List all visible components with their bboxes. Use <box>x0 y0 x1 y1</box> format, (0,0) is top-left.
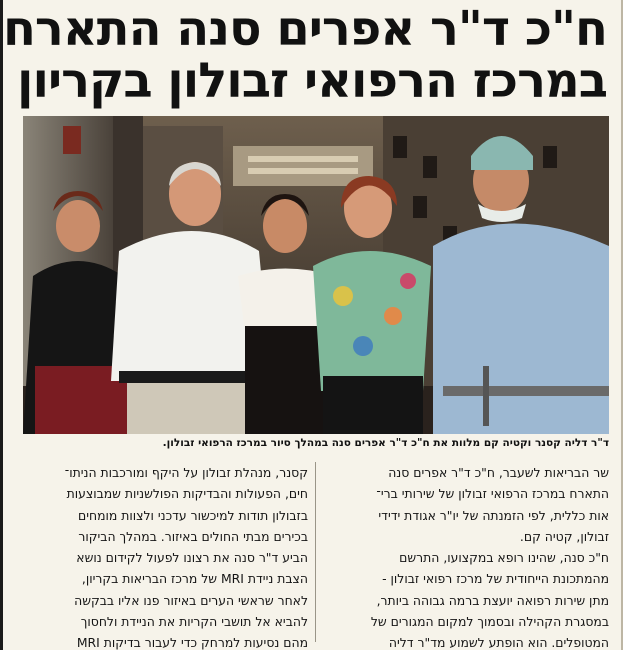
text-line: שר הבריאות לשעבר, ח"כ ד"ר אפרים סנה <box>388 465 609 480</box>
text-line: לאחר שראשי הערים באיזור פנו אליו בבקשה <box>74 592 308 608</box>
text-line: אות כללית, לפי הזמנתה של יו"ר אגודת ידידי <box>378 507 609 523</box>
text-line: זבולון, קטיה קם. <box>519 528 609 544</box>
text-line: בזבולון תודות למיכשור עדכני ולצוות מומחים <box>78 507 308 523</box>
text-line: במסגרת הקהילה ובסמוך למקום המגורים של <box>370 614 609 630</box>
photo-illustration <box>23 116 609 434</box>
text-line: קסנר, מנהלת זבולון על היקף ומורכבות הניתו־ <box>64 465 308 480</box>
article-photo <box>23 116 609 434</box>
headline-line-1: ח"כ ד"ר אפרים סנה התארח <box>2 1 607 57</box>
headline-line-2: במרכז הרפואי זבולון בקריון <box>16 53 607 109</box>
text-line: הצבת ניידת MRI של מרכז הבריאות בקריון, <box>81 571 308 587</box>
column-divider <box>315 462 316 642</box>
article-column-left <box>25 462 308 650</box>
photo-caption: ד"ר דליה קסנר וקטיה קם מלוות את ח"כ ד"ר אפרים סנה במהלך סיור במרכז הרפואי זבולון. <box>162 437 609 449</box>
text-line: מתן שירות רפואה יועצת ברמה גבוהה ביותר, <box>376 592 609 608</box>
text-line: התארח במרכז הרפואי זבולון של שירותי ברי־ <box>376 486 609 502</box>
text-line: חים, הפעולות והבדיקות הפולשניות שמבוצעות <box>66 486 308 502</box>
text-line: מהמתכונת הייחודית של מרכז רפואי זבולון - <box>382 571 609 587</box>
text-line: מהם נסיעות למרחק כדי לעבור בדיקות MRI <box>76 635 308 650</box>
text-line: בכירים מבתי החולים באיזור. במהלך הביקור <box>78 528 308 544</box>
article-column-right <box>326 462 609 650</box>
text-line: ח"כ סנה, שהינו רופא במקצועו, התרשם <box>399 550 609 566</box>
text-line: הביע ד"ר סנה את רצונו לפעול לקידום נושא <box>76 550 308 566</box>
text-line: להביא אל תושבי הקריות את הניידת ולחסוך <box>80 614 308 630</box>
text-line: המטופלים. הוא הופתע לשמוע מד"ר דליה <box>388 635 609 650</box>
